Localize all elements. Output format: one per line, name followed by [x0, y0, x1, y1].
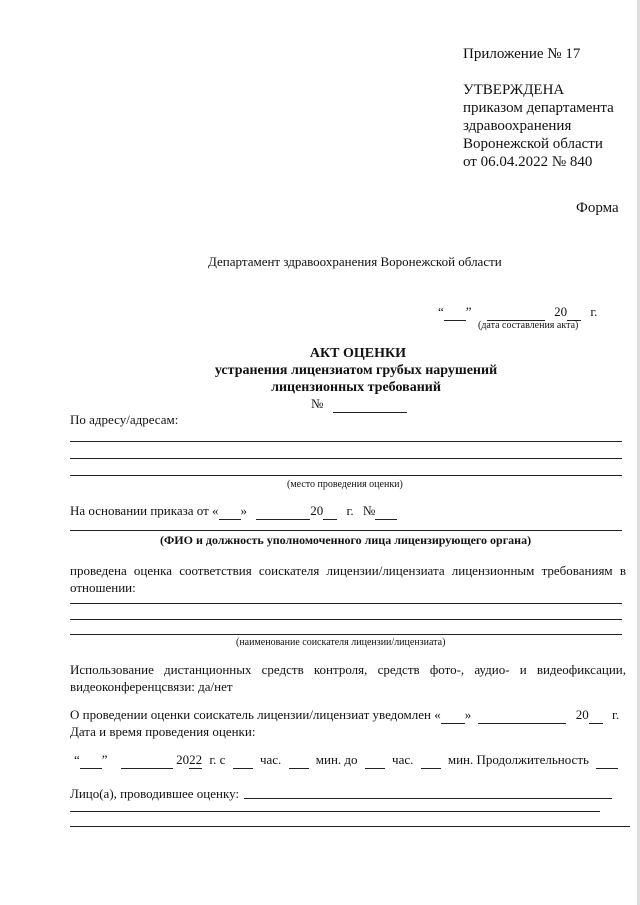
official-line	[70, 530, 622, 531]
licensee-caption: (наименование соискателя лицензии/лицензиата)	[236, 637, 446, 648]
remote-means-text-2: видеоконференцсвязи: да/нет	[70, 679, 233, 694]
remote-means-text-1: Использование дистанционных средств контроля, средств фото-, аудио- и видеофиксации,	[70, 662, 626, 677]
persons-line-2	[70, 811, 600, 812]
order-basis-field: На основании приказа от « » 20 г. №	[70, 503, 397, 520]
act-date-field: “ ” 20 г.	[438, 304, 598, 319]
act-subtitle-2: лицензионных требований	[271, 380, 441, 395]
assessment-text-1: проведена оценка соответствия соискателя лицензии/лицензиата лицензионным требованиям в	[70, 563, 626, 578]
persons-line-3	[70, 826, 630, 827]
licensee-line-1	[70, 603, 622, 604]
licensee-line-2	[70, 619, 622, 620]
act-title: АКТ ОЦЕНКИ	[309, 346, 407, 361]
approved-line-3: Воронежской области	[463, 136, 603, 152]
assessment-text-2: отношении:	[70, 580, 136, 595]
datetime-label: Дата и время проведения оценки:	[70, 724, 256, 739]
address-caption: (место проведения оценки)	[287, 479, 403, 490]
act-date-caption: (дата составления акта)	[478, 320, 579, 331]
official-caption: (ФИО и должность уполномоченного лица лицензирующего органа)	[160, 533, 532, 547]
approved-line-4: от 06.04.2022 № 840	[463, 154, 593, 170]
act-subtitle-1: устранения лицензиатом грубых нарушений	[214, 363, 498, 378]
approved-line-2: здравоохранения	[463, 118, 572, 134]
act-number: №	[311, 396, 407, 413]
address-line-3	[70, 475, 622, 476]
address-line-2	[70, 458, 622, 459]
address-line-1	[70, 441, 622, 442]
licensee-line-3	[70, 634, 622, 635]
department-name: Департамент здравоохранения Воронежской области	[208, 254, 502, 269]
persons-label: Лицо(а), проводившее оценку:	[70, 786, 240, 801]
approved-label: УТВЕРЖДЕНА	[463, 82, 565, 98]
approved-line-1: приказом департамента	[463, 100, 614, 116]
assessment-time-field: “ ” 2022 г. с час. мин. до час. мин. Продолжительность	[74, 752, 618, 769]
address-label: По адресу/адресам:	[70, 412, 179, 427]
appendix-number: Приложение № 17	[463, 46, 581, 62]
persons-line-1	[244, 798, 612, 799]
form-label: Форма	[576, 200, 619, 216]
notification-field: О проведении оценки соискатель лицензии/лицензиат уведомлен « » 20 г.	[70, 707, 620, 722]
